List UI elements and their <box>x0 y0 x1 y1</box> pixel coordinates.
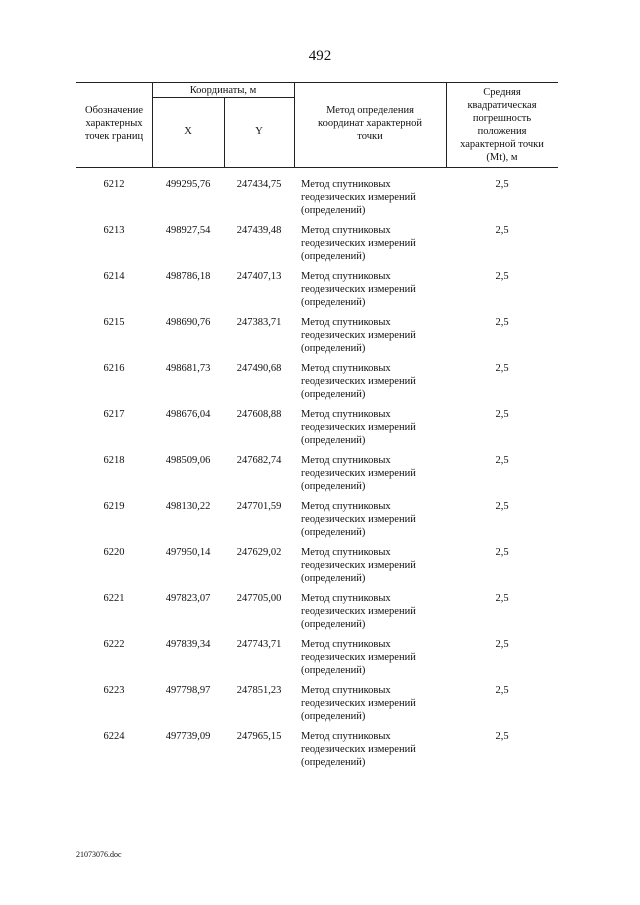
table-row <box>0 454 640 500</box>
point-id-cell: 6215 <box>103 317 125 328</box>
point-id-cell: 6214 <box>103 271 125 282</box>
error-cell: 2,5 <box>495 409 509 420</box>
y-coordinate-cell: 247701,59 <box>236 501 282 512</box>
x-coordinate-cell: 498676,04 <box>165 409 211 420</box>
method-line: геодезических измерений <box>301 238 416 249</box>
header-y: Y <box>255 126 263 137</box>
y-coordinate-cell: 247965,15 <box>236 731 282 742</box>
error-cell: 2,5 <box>495 317 509 328</box>
method-line: (определений) <box>301 757 366 768</box>
method-line: Метод спутниковых <box>301 593 391 604</box>
error-cell: 2,5 <box>495 731 509 742</box>
method-cell <box>301 224 446 263</box>
point-id-cell: 6221 <box>103 593 125 604</box>
table-row <box>0 270 640 316</box>
method-cell <box>301 178 446 217</box>
method-line: геодезических измерений <box>301 744 416 755</box>
y-coordinate-cell: 247851,23 <box>236 685 282 696</box>
error-cell: 2,5 <box>495 455 509 466</box>
method-line: (определений) <box>301 251 366 262</box>
method-line: (определений) <box>301 389 366 400</box>
x-coordinate-cell: 499295,76 <box>165 179 211 190</box>
method-line: (определений) <box>301 619 366 630</box>
method-line: геодезических измерений <box>301 560 416 571</box>
error-cell: 2,5 <box>495 639 509 650</box>
point-id-cell: 6222 <box>103 639 125 650</box>
method-line: Метод спутниковых <box>301 271 391 282</box>
x-coordinate-cell: 497739,09 <box>165 731 211 742</box>
method-cell <box>301 592 446 631</box>
method-line: Метод спутниковых <box>301 731 391 742</box>
error-cell: 2,5 <box>495 225 509 236</box>
method-cell <box>301 638 446 677</box>
method-line: Метод спутниковых <box>301 225 391 236</box>
method-cell <box>301 546 446 585</box>
method-cell <box>301 408 446 447</box>
x-coordinate-cell: 497839,34 <box>165 639 211 650</box>
method-line: Метод спутниковых <box>301 409 391 420</box>
method-cell <box>301 684 446 723</box>
point-id-cell: 6219 <box>103 501 125 512</box>
coordinates-group-underline <box>152 97 294 98</box>
x-coordinate-cell: 498690,76 <box>165 317 211 328</box>
header-method: Метод определения координат характерной точки <box>318 105 422 142</box>
method-line: (определений) <box>301 665 366 676</box>
error-cell: 2,5 <box>495 547 509 558</box>
point-id-cell: 6217 <box>103 409 125 420</box>
method-line: Метод спутниковых <box>301 501 391 512</box>
method-line: (определений) <box>301 435 366 446</box>
x-coordinate-cell: 497798,97 <box>165 685 211 696</box>
method-line: (определений) <box>301 711 366 722</box>
x-coordinate-cell: 498130,22 <box>165 501 211 512</box>
header-x: X <box>184 126 192 137</box>
point-id-cell: 6223 <box>103 685 125 696</box>
table-row <box>0 730 640 776</box>
table-row <box>0 178 640 224</box>
table-row <box>0 546 640 592</box>
table-top-border <box>76 82 558 83</box>
y-coordinate-cell: 247490,68 <box>236 363 282 374</box>
method-cell <box>301 270 446 309</box>
x-coordinate-cell: 498927,54 <box>165 225 211 236</box>
method-line: (определений) <box>301 297 366 308</box>
table-row <box>0 408 640 454</box>
point-id-cell: 6218 <box>103 455 125 466</box>
method-line: Метод спутниковых <box>301 547 391 558</box>
y-coordinate-cell: 247629,02 <box>236 547 282 558</box>
method-cell <box>301 730 446 769</box>
y-coordinate-cell: 247682,74 <box>236 455 282 466</box>
method-line: (определений) <box>301 343 366 354</box>
table-row <box>0 638 640 684</box>
method-line: геодезических измерений <box>301 422 416 433</box>
method-cell <box>301 500 446 539</box>
x-coordinate-cell: 498509,06 <box>165 455 211 466</box>
table-header-bottom-border <box>76 167 558 168</box>
y-coordinate-cell: 247439,48 <box>236 225 282 236</box>
table-row <box>0 684 640 730</box>
method-line: геодезических измерений <box>301 606 416 617</box>
y-coordinate-cell: 247434,75 <box>236 179 282 190</box>
y-coordinate-cell: 247743,71 <box>236 639 282 650</box>
y-coordinate-cell: 247407,13 <box>236 271 282 282</box>
x-coordinate-cell: 498786,18 <box>165 271 211 282</box>
method-line: геодезических измерений <box>301 698 416 709</box>
y-coordinate-cell: 247705,00 <box>236 593 282 604</box>
error-cell: 2,5 <box>495 501 509 512</box>
table-row <box>0 316 640 362</box>
method-line: геодезических измерений <box>301 468 416 479</box>
method-cell <box>301 454 446 493</box>
error-cell: 2,5 <box>495 179 509 190</box>
method-cell <box>301 316 446 355</box>
method-line: (определений) <box>301 527 366 538</box>
method-line: геодезических измерений <box>301 376 416 387</box>
method-line: геодезических измерений <box>301 514 416 525</box>
table-row <box>0 224 640 270</box>
error-cell: 2,5 <box>495 271 509 282</box>
error-cell: 2,5 <box>495 593 509 604</box>
point-id-cell: 6213 <box>103 225 125 236</box>
x-coordinate-cell: 497950,14 <box>165 547 211 558</box>
method-line: Метод спутниковых <box>301 317 391 328</box>
method-cell <box>301 362 446 401</box>
header-error: Средняя квадратическая погрешность положения характерной точки (Mt), м <box>460 87 544 163</box>
page-number: 492 <box>308 48 332 64</box>
table-row <box>0 500 640 546</box>
point-id-cell: 6224 <box>103 731 125 742</box>
method-line: геодезических измерений <box>301 330 416 341</box>
method-line: (определений) <box>301 481 366 492</box>
x-coordinate-cell: 497823,07 <box>165 593 211 604</box>
method-line: геодезических измерений <box>301 652 416 663</box>
point-id-cell: 6212 <box>103 179 125 190</box>
x-coordinate-cell: 498681,73 <box>165 363 211 374</box>
y-coordinate-cell: 247608,88 <box>236 409 282 420</box>
method-line: (определений) <box>301 573 366 584</box>
method-line: Метод спутниковых <box>301 179 391 190</box>
header-coordinates-group: Координаты, м <box>189 85 257 96</box>
table-row <box>0 592 640 638</box>
header-point-designation: Обозначение характерных точек границ <box>84 105 144 142</box>
method-line: (определений) <box>301 205 366 216</box>
method-line: Метод спутниковых <box>301 363 391 374</box>
error-cell: 2,5 <box>495 685 509 696</box>
method-line: Метод спутниковых <box>301 455 391 466</box>
method-line: Метод спутниковых <box>301 639 391 650</box>
method-line: геодезических измерений <box>301 192 416 203</box>
point-id-cell: 6220 <box>103 547 125 558</box>
method-line: геодезических измерений <box>301 284 416 295</box>
table-row <box>0 362 640 408</box>
point-id-cell: 6216 <box>103 363 125 374</box>
y-coordinate-cell: 247383,71 <box>236 317 282 328</box>
method-line: Метод спутниковых <box>301 685 391 696</box>
error-cell: 2,5 <box>495 363 509 374</box>
footer-filename: 21073076.doc <box>76 850 122 859</box>
